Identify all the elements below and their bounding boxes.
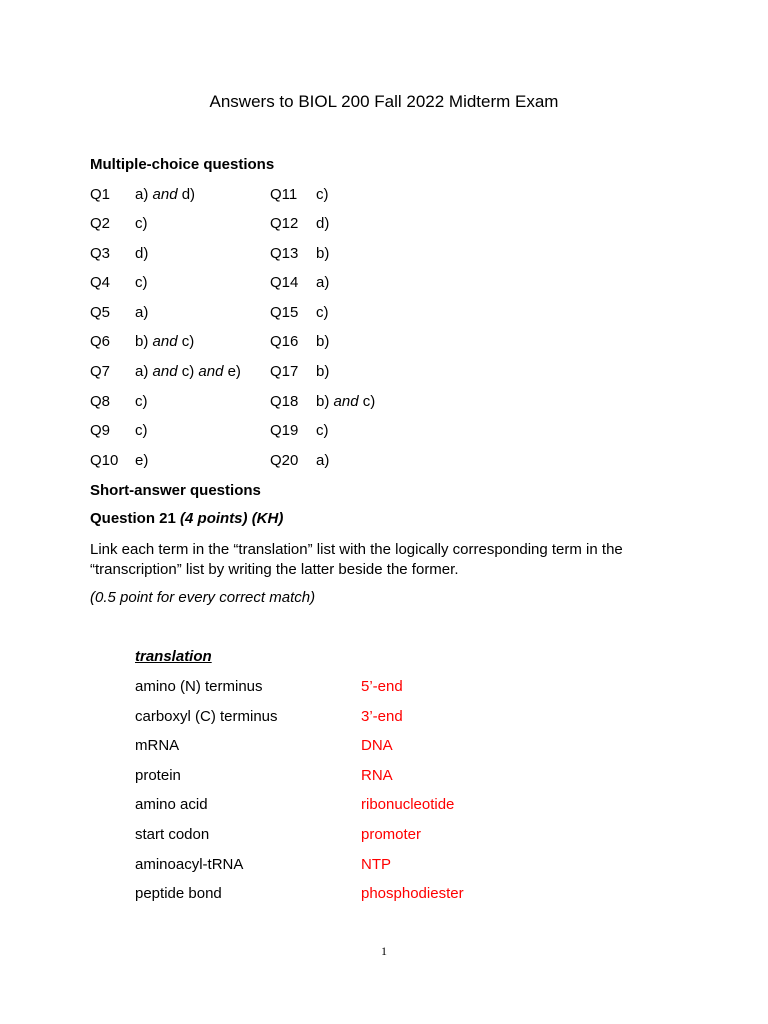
question-number: Q10: [90, 452, 119, 469]
question-number: Q19: [270, 422, 299, 439]
answer-value: b): [316, 333, 330, 350]
mc-heading: Multiple-choice questions: [90, 156, 275, 173]
transcription-answer: 3’-end: [361, 708, 403, 725]
translation-term: aminoacyl-tRNA: [135, 856, 244, 873]
mc-row: [0, 274, 768, 294]
answer-value: a) and d): [135, 186, 196, 203]
question-number: Q1: [90, 186, 111, 203]
match-row: [0, 678, 768, 698]
transcription-answer: phosphodiester: [361, 885, 464, 902]
match-row: [0, 856, 768, 876]
page-title: Answers to BIOL 200 Fall 2022 Midterm Exam: [209, 92, 559, 111]
question-number: Q9: [90, 422, 111, 439]
answer-value: e): [135, 452, 149, 469]
question-number: Q12: [270, 215, 299, 232]
mc-row: [0, 452, 768, 472]
question-number: Q16: [270, 333, 299, 350]
translation-term: peptide bond: [135, 885, 222, 902]
question-number: Q17: [270, 363, 299, 380]
answer-value: a) and c) and e): [135, 363, 241, 380]
answer-value: a): [135, 304, 149, 321]
match-row: [0, 708, 768, 728]
sa-heading: Short-answer questions: [90, 482, 261, 499]
question-number: Q4: [90, 274, 111, 291]
answer-value: c): [135, 422, 148, 439]
question-number: Q20: [270, 452, 299, 469]
page-number: 1: [381, 944, 387, 958]
question-number: Q18: [270, 393, 299, 410]
question-number: Q5: [90, 304, 111, 321]
answer-value: d): [316, 215, 330, 232]
mc-row: [0, 215, 768, 235]
mc-row: [0, 245, 768, 265]
question-number: Q6: [90, 333, 111, 350]
transcription-answer: RNA: [361, 767, 393, 784]
answer-value: c): [135, 274, 148, 291]
answer-value: c): [316, 186, 329, 203]
question-number: Q15: [270, 304, 299, 321]
match-row: [0, 737, 768, 757]
answer-value: d): [135, 245, 149, 262]
scoring-note: (0.5 point for every correct match): [90, 589, 316, 606]
question-instructions: Link each term in the “translation” list with the logically corresponding term in the “transcription” list by writing the latter beside the former.: [90, 541, 623, 578]
mc-row: [0, 304, 768, 324]
question-21-heading: [90, 510, 283, 527]
answer-value: c): [316, 422, 329, 439]
transcription-answer: DNA: [361, 737, 393, 754]
translation-term: amino (N) terminus: [135, 678, 263, 695]
question-number: Q8: [90, 393, 111, 410]
transcription-answer: promoter: [361, 826, 422, 843]
question-number: Q14: [270, 274, 299, 291]
answer-value: b): [316, 363, 330, 380]
mc-row: [0, 186, 768, 206]
answer-value: b) and c): [135, 333, 195, 350]
question-points: (4 points) (KH): [180, 510, 284, 527]
match-row: [0, 767, 768, 787]
question-number: Q7: [90, 363, 111, 380]
match-row: [0, 885, 768, 905]
question-number: Q13: [270, 245, 299, 262]
answer-value: a): [316, 452, 330, 469]
answer-value: c): [135, 215, 148, 232]
transcription-answer: 5’-end: [361, 678, 403, 695]
answer-value: c): [135, 393, 148, 410]
match-row: [0, 826, 768, 846]
translation-column-heading: translation: [135, 648, 212, 665]
translation-term: start codon: [135, 826, 210, 843]
answer-value: b): [316, 245, 330, 262]
question-number: Q3: [90, 245, 111, 262]
answer-value: a): [316, 274, 330, 291]
answer-value: c): [316, 304, 329, 321]
question-label: Question 21: [90, 510, 176, 527]
mc-row: [0, 422, 768, 442]
match-row: [0, 796, 768, 816]
translation-term: protein: [135, 767, 181, 784]
question-number: Q11: [270, 186, 298, 203]
mc-row: [0, 363, 768, 383]
question-number: Q2: [90, 215, 111, 232]
transcription-answer: NTP: [361, 856, 391, 873]
mc-row: [0, 333, 768, 353]
mc-row: [0, 393, 768, 413]
translation-term: carboxyl (C) terminus: [135, 708, 278, 725]
translation-term: amino acid: [135, 796, 208, 813]
answer-value: b) and c): [316, 393, 376, 410]
translation-term: mRNA: [135, 737, 180, 754]
transcription-answer: ribonucleotide: [361, 796, 455, 813]
